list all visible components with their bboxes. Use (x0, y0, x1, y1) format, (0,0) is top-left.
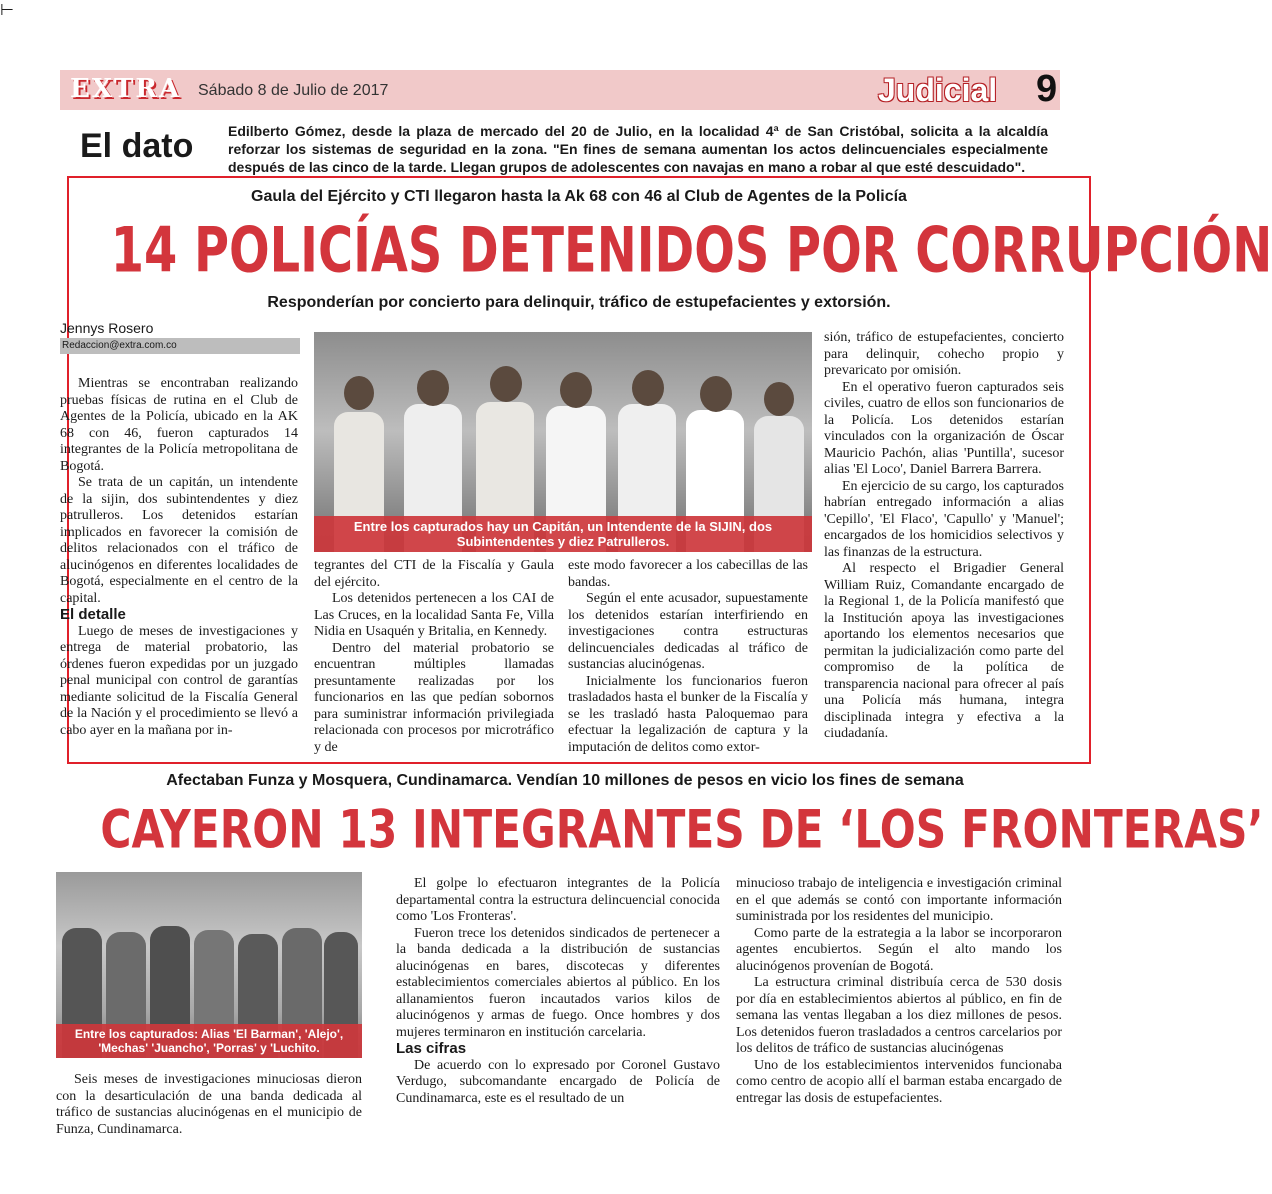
article1-headline-wrap (70, 214, 1272, 288)
detainee-head (700, 376, 732, 412)
paragraph: El golpe lo efectuaron integrantes de la Policía departamental contra la estructura delincuencial conocida como 'Los Fronteras'. (396, 876, 720, 924)
paragraph: De acuerdo con lo expresado por Coronel Gustavo Verdugo, subcomandante encargado de Policía de Cundinamarca, este es el resultado de un (396, 1057, 720, 1106)
author-email: Redaccion@extra.com.co (60, 338, 300, 354)
article1-deck: Responderían por concierto para delinquir, tráfico de estupefacientes y extorsión. (267, 294, 891, 311)
paragraph: Los detenidos pertenecen a los CAI de Las Cruces, en la localidad Santa Fe, Villa Nidia en Usaquén y Britalia, en Kennedy. (314, 591, 554, 639)
article2-kicker: Afectaban Funza y Mosquera, Cundinamarca. Vendían 10 millones de pesos en vicio los fines de semana (166, 772, 964, 789)
paragraph: Se trata de un capitán, un intendente de la sijin, dos subintendentes y diez patrulleros. Los detenidos estarían implicados en favorecer la comisión de delitos relacionados con el tráfico de alucinógenos en diferentes localidades de Bogotá, especialmente en el centro de la capital. (60, 475, 298, 606)
article1-kicker: Gaula del Ejército y CTI llegaron hasta la Ak 68 con 46 al Club de Agentes de la Policía (251, 188, 907, 205)
article2-column-1 (56, 1072, 362, 1138)
paragraph: Al respecto el Brigadier General William Ruiz, Comandante encargado de la Regional 1, de la Policía manifestó que la Institución apoya las investigaciones aportando los elementos necesarios que permitan la judicialización como parte del compromiso de la política de transparencia nacional para ofrecer al país una Policía más humana, integra disciplinada integra y efectiva a la ciudadanía. (824, 561, 1064, 741)
detainee-head (764, 382, 794, 416)
section-title: Judicial (878, 72, 998, 108)
paragraph: Dentro del material probatorio se encuentran múltiples llamadas presuntamente realizadas por los funcionarios en las que pedían sobornos para suministrar información privilegiada relacionada con procesos por microtráfico y de (314, 640, 554, 755)
article1-column-2 (314, 558, 554, 756)
article2-headline: CAYERON 13 INTEGRANTES DE ‘LOS FRONTERAS’ (100, 798, 1264, 861)
article1-column-1 (60, 376, 298, 739)
article2-headline-wrap (60, 798, 1264, 861)
page-number: 9 (1036, 68, 1058, 110)
paragraph: Fueron trece los detenidos sindicados de pertenecer a la banda dedicada a la distribución de sustancias alucinógenas en bares, discotecas y diferentes establecimientos comerciales abiertos al público. En los allanamientos fueron incautados varios kilos de alucinógenos y armas de fuego. Once hombres y dos mujeres terminaron en institución carcelaria. (396, 925, 720, 1040)
paragraph: En ejercicio de su cargo, los capturados habrían entregado información a alias 'Cepillo', 'El Flaco', 'Capullo' y 'Manuel'; encargados de los homicidios selectivos y las finanzas de la estructura. (824, 478, 1064, 560)
article1-column-4 (824, 330, 1064, 743)
detainee-head (417, 370, 449, 406)
dato-text: Edilberto Gómez, desde la plaza de mercado del 20 de Julio, en la localidad 4ª de San Cristóbal, solicita a la alcaldía reforzar los sistemas de seguridad en la zona. "En fines de semana aumentan los actos delincuenciales especialmente después de las cinco de la tarde. Llegan grupos de adolescentes con navajas en mano a robar al que esté descuidado". (228, 123, 1048, 175)
article2-photo (56, 872, 362, 1058)
paragraph: Inicialmente los funcionarios fueron trasladados hasta el bunker de la Fiscalía y se les trasladó hasta Paloquemao para efectuar la legalización de captura y la imputación de delitos como extor- (568, 673, 808, 755)
paragraph: Según el ente acusador, supuestamente los detenidos estarían interfiriendo en investigaciones contra estructuras delincuenciales dedicadas al tráfico de sustancias alucinógenas. (568, 591, 808, 672)
article1-photo-caption: Entre los capturados hay un Capitán, un Intendente de la SIJIN, dos Subintendentes y diez Patrulleros. (314, 516, 812, 552)
paragraph: Seis meses de investigaciones minuciosas dieron con la desarticulación de una banda dedicada al tráfico de sustancias alucinógenas en el municipio de Funza, Cundinamarca. (56, 1072, 362, 1137)
issue-date: Sábado 8 de Julio de 2017 (198, 82, 389, 99)
paragraph: Luego de meses de investigaciones y entrega de material probatorio, las órdenes fueron expedidas por un juzgado penal municipal con control de garantías mediante solicitud de la Fiscalía General de la Nación y el procedimiento se llevó a cabo ayer en la mañana por in- (60, 623, 298, 738)
paragraph: este modo favorecer a los cabecillas de las bandas. (568, 558, 808, 590)
author-byline: Jennys Rosero (60, 320, 154, 336)
article1-photo (314, 332, 812, 552)
paragraph: sión, tráfico de estupefacientes, concierto para delinquir, cohecho propio y prevaricato por omisión. (824, 330, 1064, 378)
article2-photo-caption: Entre los capturados: Alias 'El Barman', 'Alejo', 'Mechas' 'Juancho', 'Porras' y 'Luchito. (56, 1024, 362, 1058)
crop-mark: ⊢ (0, 2, 14, 19)
article1-headline: 14 POLICÍAS DETENIDOS POR CORRUPCIÓN (110, 215, 1272, 288)
detainee-head (632, 370, 664, 406)
subhead-el-detalle: El detalle (60, 606, 126, 623)
detainee-head (344, 376, 374, 410)
paragraph: En el operativo fueron capturados seis civiles, cuatro de ellos son funcionarios de la Policía. Los detenidos estarían vinculados con la organización de Óscar Mauricio Pachón, alias 'Puntilla', sucesor alias 'El Loco', Daniel Barrera Barrera. (824, 379, 1064, 477)
detainee-head (490, 366, 522, 402)
detainee-head (560, 372, 592, 408)
dato-label: El dato (80, 127, 194, 165)
article2-column-3 (736, 876, 1062, 1107)
paragraph: minucioso trabajo de inteligencia e investigación criminal en el que además se contó con importante información suministrada por los residentes del municipio. (736, 876, 1062, 924)
article1-column-3 (568, 558, 808, 756)
extra-logo: EXTRA (70, 74, 182, 104)
paragraph: Mientras se encontraban realizando pruebas físicas de rutina en el Club de Agentes de la Policía, ubicado en la AK 68 con 46, fueron capturados 14 integrantes de la Policía metropolitana de Bogotá. (60, 376, 298, 474)
paragraph: Uno de los establecimientos intervenidos funcionaba como centro de acopio allí el barman estaba encargado de entregar las dosis de estupefacientes. (736, 1057, 1062, 1106)
paragraph: tegrantes del CTI de la Fiscalía y Gaula del ejército. (314, 558, 554, 590)
paragraph: La estructura criminal distribuía cerca de 530 dosis por día en establecimientos abiertos al público, en fin de semana las ventas llegaban a los diez millones de pesos. Los detenidos fueron trasladados a centros carcelarios por los delitos de tráfico de sustancias alucinógenas (736, 975, 1062, 1056)
subhead-las-cifras: Las cifras (396, 1040, 467, 1057)
article2-column-2 (396, 876, 720, 1107)
paragraph: Como parte de la estrategia a la labor se incorporaron agentes encubiertos. Según el alto mando los alucinógenos provenían de Bogotá. (736, 925, 1062, 974)
